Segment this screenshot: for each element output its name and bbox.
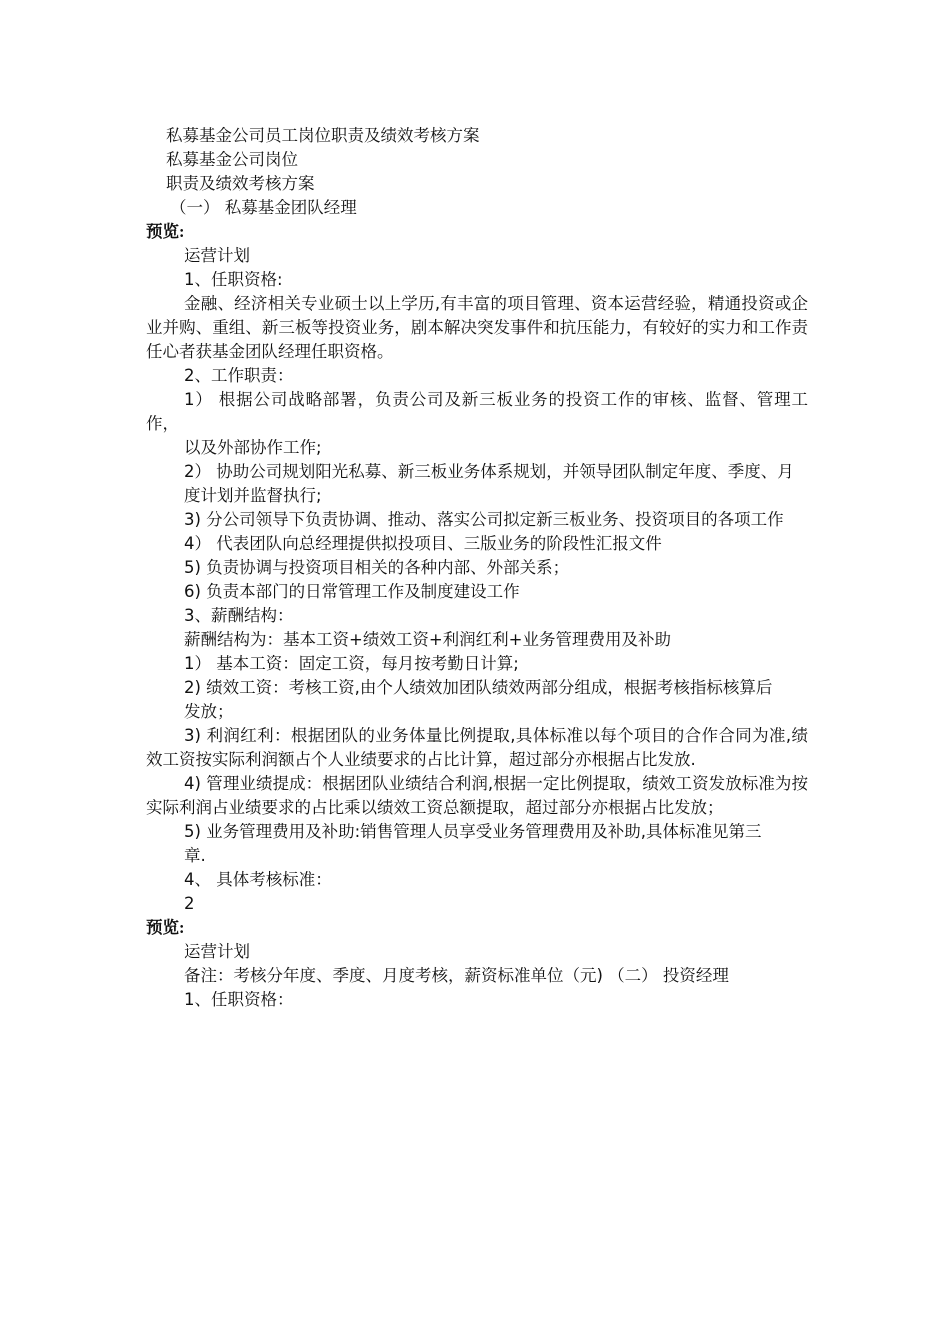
remark-line: 备注：考核分年度、季度、月度考核，薪资标准单位（元) （二） 投资经理 — [184, 966, 729, 985]
document-content — [146, 124, 808, 1012]
duty-item-2-cont: 度计划并监督执行; — [184, 486, 322, 505]
operation-plan-label-1: 运营计划 — [184, 246, 250, 265]
duties-heading: 2、工作职责： — [184, 366, 294, 385]
salary-structure-line: 薪酬结构为：基本工资+绩效工资+利润红利+业务管理费用及补助 — [184, 630, 671, 649]
salary-item-5-cont: 章. — [184, 846, 206, 865]
preview-label-1: 预览: — [146, 222, 185, 241]
salary-item-1: 1） 基本工资：固定工资，每月按考勤日计算; — [184, 654, 519, 673]
duty-item-5: 5) 负责协调与投资项目相关的各种内部、外部关系； — [184, 558, 570, 577]
doc-title-line-3: 职责及绩效考核方案 — [166, 174, 315, 193]
salary-item-4: 4) 管理业绩提成：根据团队业绩结合利润,根据一定比例提取，绩效工资发放标准为按实际利润占业绩要求的占比乘以绩效工资总额提取，超过部分亦根据占比发放； — [146, 774, 808, 817]
salary-item-5: 5) 业务管理费用及补助:销售管理人员享受业务管理费用及补助,具体标准见第三 — [184, 822, 762, 841]
operation-plan-label-2: 运营计划 — [184, 942, 250, 961]
doc-title-line-1: 私募基金公司员工岗位职责及绩效考核方案 — [166, 126, 480, 145]
preview-label-2: 预览: — [146, 918, 185, 937]
duty-item-2: 2） 协助公司规划阳光私募、新三板业务体系规划，并领导团队制定年度、季度、月 — [184, 462, 794, 481]
duty-item-6: 6) 负责本部门的日常管理工作及制度建设工作 — [184, 582, 520, 601]
investment-manager-qualification-heading: 1、任职资格： — [184, 990, 294, 1009]
salary-item-2: 2) 绩效工资：考核工资,由个人绩效加团队绩效两部分组成，根据考核指标核算后 — [184, 678, 773, 697]
duty-item-4: 4） 代表团队向总经理提供拟投项目、三版业务的阶段性汇报文件 — [184, 534, 662, 553]
qualification-paragraph: 金融、经济相关专业硕士以上学历,有丰富的项目管理、资本运营经验，精通投资或企业并购、重组、新三板等投资业务，剧本解决突发事件和抗压能力，有较好的实力和工作责任心者获基金团队经理任职资格。 — [146, 294, 808, 361]
section-heading-team-manager: （一） 私募基金团队经理 — [170, 198, 357, 217]
duty-item-1: 1） 根据公司战略部署，负责公司及新三板业务的投资工作的审核、监督、管理工作， — [146, 390, 808, 433]
duty-item-3: 3) 分公司领导下负责协调、推动、落实公司拟定新三板业务、投资项目的各项工作 — [184, 510, 784, 529]
salary-item-2-cont: 发放； — [184, 702, 234, 721]
page-number-text: 2 — [184, 894, 195, 913]
salary-item-3: 3) 利润红利：根据团队的业务体量比例提取,具体标准以每个项目的合作合同为准,绩效工资按实际利润额占个人业绩要求的占比计算，超过部分亦根据占比发放. — [146, 726, 808, 769]
doc-title-line-2: 私募基金公司岗位 — [166, 150, 298, 169]
duty-item-1-cont: 以及外部协作工作; — [184, 438, 322, 457]
qualification-heading: 1、任职资格: — [184, 270, 283, 289]
assessment-heading: 4、 具体考核标准： — [184, 870, 332, 889]
salary-heading: 3、薪酬结构： — [184, 606, 294, 625]
